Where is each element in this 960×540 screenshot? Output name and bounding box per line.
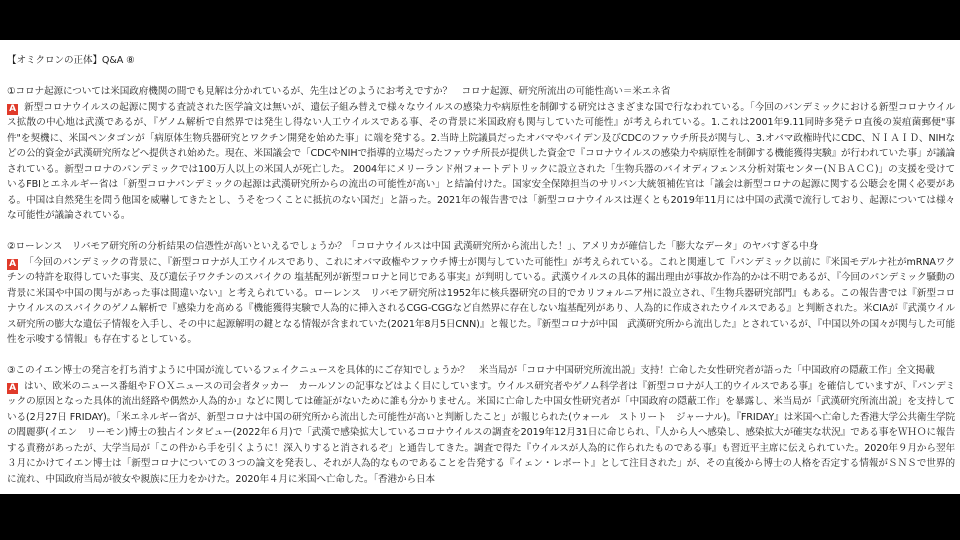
question-1: ①コロナ起源については米国政府機関の間でも見解は分かれているが、先生はどのようにお考えですか？ コロナ起源、研究所流出の可能性高い＝米エネ省 xyxy=(7,86,671,97)
qa-section-1 xyxy=(7,84,955,224)
question-2: ②ローレンス リバモア研究所の分析結果の信憑性が高いといえるでしょうか？「コロナウイルスは中国 武漢研究所から流出した！」、アメリカが確信した「膨大なデータ」のヤバすぎる中身 xyxy=(7,241,819,252)
answer-3 xyxy=(7,379,955,488)
answer-2 xyxy=(7,255,955,348)
answer-2-text: 「今回のパンデミックの背景に、『新型コロナが人工ウイルスであり、これにオバマ政権やファウチ博士が関与していた可能性』が考えられている。これと関連して『パンデミック以前に『米国モデルナ社がmRNAワクチンの特許を取得していた事実、及び遺伝子ワクチンのスパイクの 塩基配列が新型コロナと同じである事実』が判明している。武漢ウイルスの具体的漏出理由が事故か作為的かは不明であるが、『今回のパンデミック騒動の背景に米国や中国の関与があった事は間違いない』と考えられている。ローレンス リバモア研究所は1952年に核兵器研究の目的でカリフォルニア州に設立され、『生物兵器研究部門』もある。この報告書では『新型コロナウイルスのスパイクのゲノム解析で『感染力を高める『機能獲得実験で人為的に挿入されるCGG-CGGなど自然界に存在しない塩基配列があり、人為的に作成されたウイルスである』と判断された。米CIAが『武漢ウイルス研究所の膨大な遺伝子情報を入手し、その中に起源解明の鍵となる情報が含まれていた(2021年8月5日CNN)』と報じた。『新型コロナが中国 武漢研究所から流出した』とされているが、『中国以外の国々が関与した可能性を示唆する情報』も存在するとしている。 xyxy=(7,256,955,345)
document-page xyxy=(0,40,960,494)
qa-section-3 xyxy=(7,363,955,487)
answer-1 xyxy=(7,100,955,224)
document-body xyxy=(7,53,955,487)
answer-1-text: 新型コロナウイルスの起源に関する査読された医学論文は無いが、遺伝子組み替えで様々なウイルスの感染力や病原性を制御する研究はさまざまな国で行なわれている。「今回のパンデミックにおける新型コロナウイルス拡散の中心地は武漢であるが、『ゲノム解析で自然界では発生し得ない人工ウイルスである事、その背景に米国政府も関与していた可能性』が考えられている。1.これは2001年9.11同時多発テロ直後の炭疽菌郵便"事件"を契機に、米国ペンタゴンが「病原体生物兵器研究とワクチン開発を始めた事」に端を発する。2.当時上院議員だったオバマやバイデン及びCDCのファウチ所長が関与し、3.オバマ政権時代にCDC、ＮＩＡＩＤ、NIHなどの公的資金が武漢研究所などへ提供され始めた。現在、米国議会で「CDCやNIHで指導的立場だったファウチ所長が提供した資金で『コロナウイルスの感染力や病原性を制御する機能獲得実験』が行われていた事」が議論されている。新型コロナのパンデミックでは100万人以上の米国人が死亡した。 2004年にメリーランド州フォートデトリックに設立された「生物兵器のバイオディフェンス分析対策センター(ＮＢＡＣＣ)」の支援を受けているFBIとエネルギー省は「新型コロナパンデミックの起源は武漢研究所からの流出の可能性が高い」と結論付けた。国家安全保障担当のサリバン大統領補佐官は「議会は新型コロナの起源に関する公聴会を開く必要がある。中国は自然発生を問う他国を威嚇してきたとし、うそをつくことに抵抗のない国だ」と語った。2021年の報告書では「新型コロナウイルスは遅くとも2019年11月には中国の武漢で流行しており、起源については様々な可能性が議論されている。 xyxy=(7,101,955,221)
qa-section-2 xyxy=(7,239,955,348)
answer-badge: A xyxy=(7,104,18,115)
document-title: 【オミクロンの正体】Q&A ⑧ xyxy=(7,55,135,66)
answer-badge: A xyxy=(7,259,18,270)
answer-badge: A xyxy=(7,383,18,394)
answer-3-text: はい、欧米のニュース番組やＦＯＸニュースの司会者タッカー カールソンの記事などはよく目にしています。ウイルス研究者やゲノム科学者は『新型コロナが人工的ウイルスである事』を確信していますが、『パンデミックの原因となった具体的流出経路や偶然か人為的か』などに関しては確証がないために誰も分かりません。米国に亡命した中国女性研究者が「中国政府の隠蔽工作」を暴露し、米当局が「武漢研究所流出説」を支持している(2月27日 FRIDAY)。「米エネルギー省が、新型コロナは中国の研究所から流出した可能性が高いと判断したこと」が報じられた(ウォール ストリート ジャーナル)。『FRIDAY』は米国へ亡命した香港大学公共衛生学院の閻麗夢(イエン リーモン)博士の独占インタビュー(2022年６月)で「武漢で感染拡大しているコロナウイルスの調査を2019年12月31日に命じられ、『人から人へ感染し、感染拡大が確実な状況』である事をＷＨＯに報告する責務があったが、大学当局が「この件から手を引くように！深入りすると消されるぞ」と通告してきた。調査で得た『ウイルスが人為的に作られたものである事』も習近平主席に伝えられていた。2020年９月から翌年３月にかけてイエン博士は「新型コロナについての３つの論文を発表し、それが人為的なものであることを告発する『イェン・レポート』として注目された」が、その直後から博士の人格を否定する情報がＳＮＳで世界的に流れ、中国政府当局が彼女や親族に圧力をかけた。2020年４月に米国へ亡命した。「香港から日本 xyxy=(7,380,955,485)
question-3: ③このイエン博士の発言を打ち消すように中国が流しているフェイクニュースを具体的にご存知でしょうか？ 米当局が「コロナ中国研究所流出説」支持！亡命した女性研究者が語った「中国政府の隠蔽工作」全文掲載 xyxy=(7,365,935,376)
